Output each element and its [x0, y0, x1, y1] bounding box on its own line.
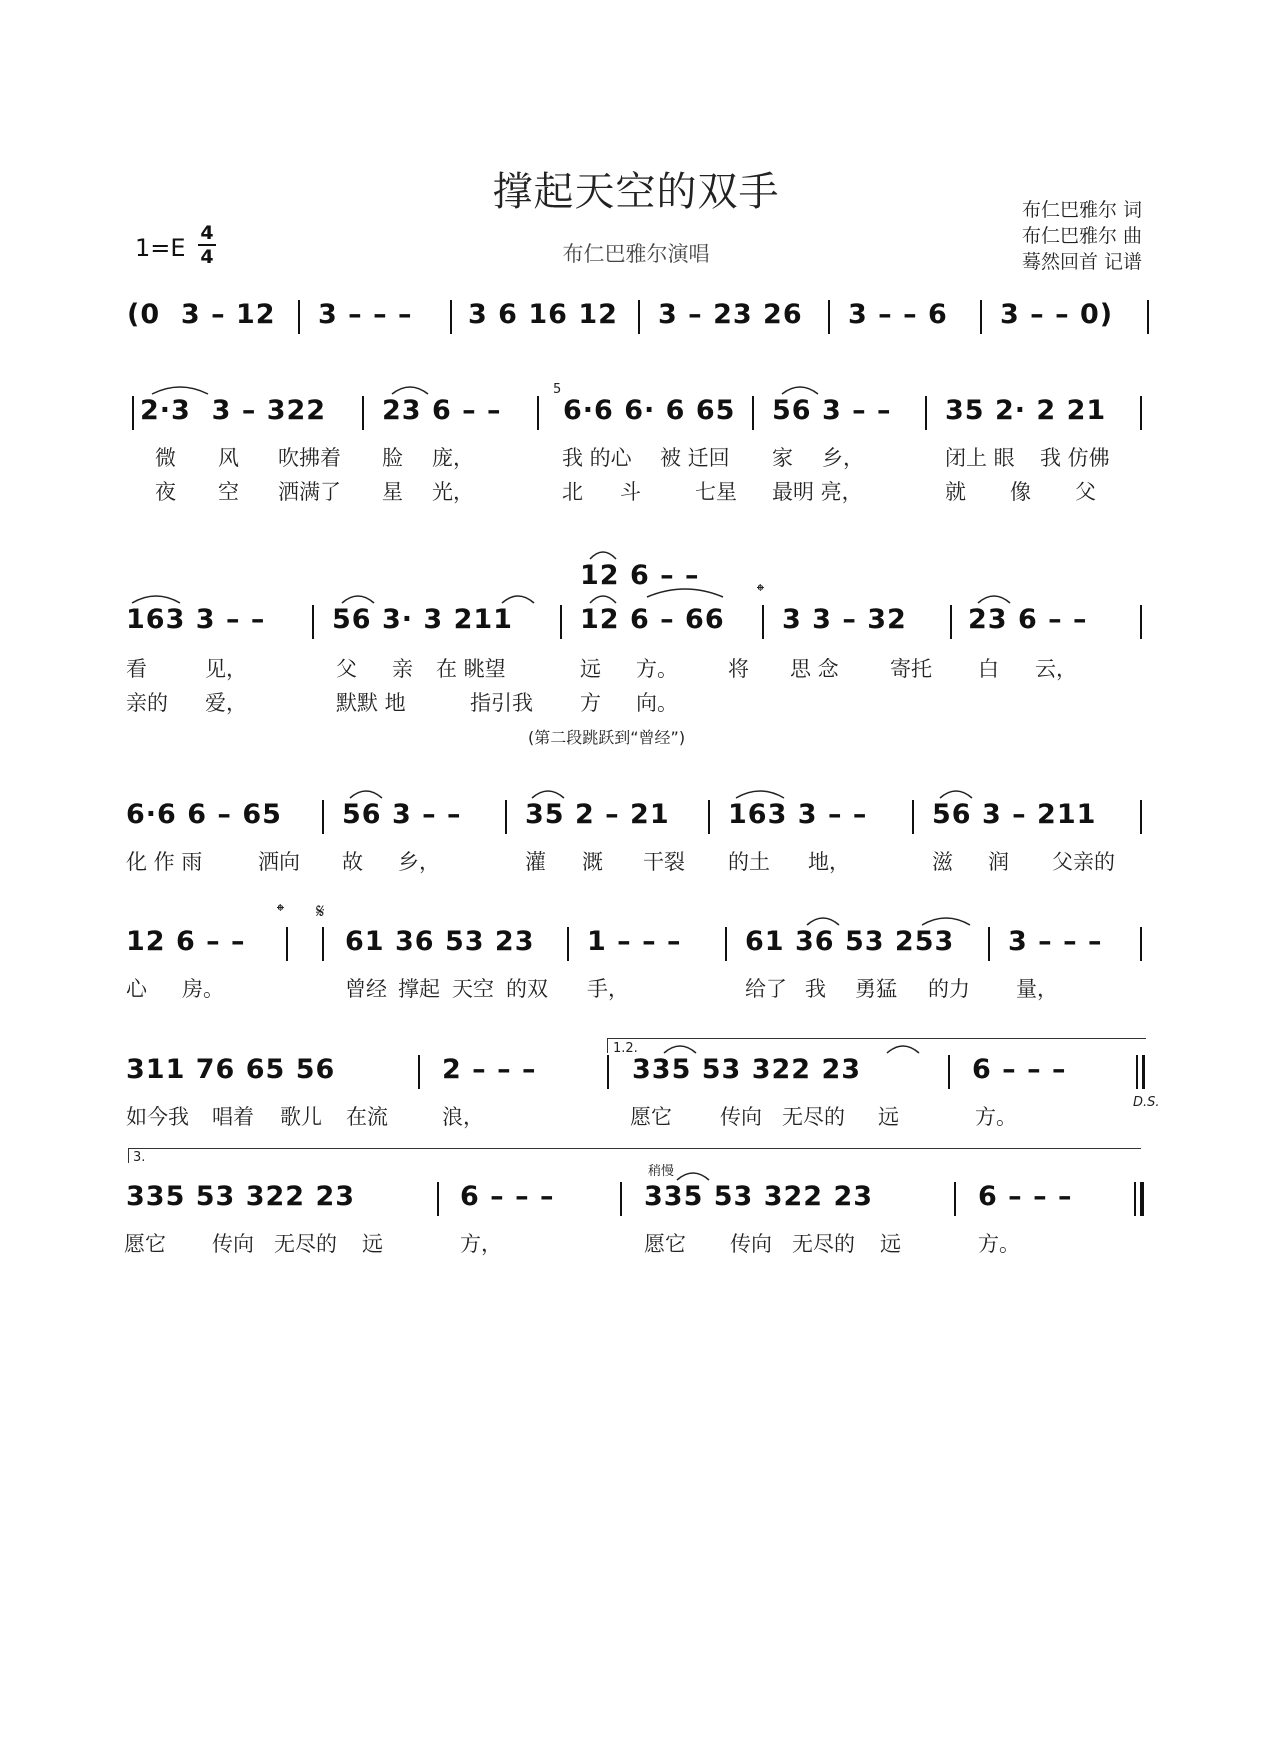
measure: 335 53 322 23: [632, 1054, 862, 1085]
barline: [912, 800, 914, 834]
barline: [954, 1182, 956, 1216]
measure: 311 76 65 56: [126, 1054, 336, 1085]
coda-sign: 𝄌: [277, 899, 284, 923]
lyric: 云，: [1035, 657, 1077, 681]
tempo-marking: 稍慢: [648, 1164, 675, 1179]
lyric: 乡，: [398, 850, 440, 874]
system-3: [0, 800, 1272, 920]
lyric: 像: [1010, 480, 1031, 504]
lyric: 的力: [928, 977, 970, 1001]
lyric: 传向: [730, 1232, 772, 1256]
lyric: 的土: [728, 850, 770, 874]
barline: [537, 396, 539, 430]
measure: 56 3· 3 211: [332, 604, 513, 635]
repeat-end-barline: [1136, 1055, 1138, 1089]
measure: 56 3 – –: [772, 395, 892, 426]
slur: [938, 786, 974, 800]
barline: [925, 396, 927, 430]
measure: 61 36 53 253: [745, 926, 955, 957]
measure: 23 6 – –: [382, 395, 502, 426]
system-4: [0, 899, 1272, 1047]
lyric: 亲的: [126, 691, 168, 715]
system-2: [0, 560, 1272, 747]
barline: [638, 300, 640, 334]
measure: 6 – – –: [972, 1054, 1067, 1085]
slur: [530, 786, 566, 800]
lyric: 我 的心: [562, 446, 632, 470]
lyric: 被 迁回: [660, 446, 730, 470]
measure: 335 53 322 23: [126, 1181, 356, 1212]
grace-note: 5: [553, 382, 562, 397]
credits: [1022, 197, 1142, 275]
lyric: 愿它: [124, 1232, 166, 1256]
lyric: 向。: [636, 691, 678, 715]
slur: [588, 547, 618, 561]
volta-label: 1.2.: [613, 1041, 638, 1056]
performer-line: 布仁巴雅尔演唱: [562, 242, 710, 266]
lyric: 就: [945, 480, 966, 504]
measure: 6 – – –: [978, 1181, 1073, 1212]
barline: [298, 300, 300, 334]
lyric: 默默 地: [336, 691, 406, 715]
lyric: 星: [382, 480, 403, 504]
time-signature-bottom: 4: [200, 246, 214, 268]
barline: [362, 396, 364, 430]
lyric: 爱，: [205, 691, 247, 715]
barline: [450, 300, 452, 334]
lyric: 最明 亮，: [772, 480, 863, 504]
lyric: 愿它: [630, 1105, 672, 1129]
final-barline: [1140, 1182, 1144, 1216]
barline: [322, 927, 324, 961]
lyric: 的双: [506, 977, 548, 1001]
intro-measure-1: (0 3 – 12: [127, 299, 276, 330]
lyric: 我: [805, 977, 826, 1001]
lyric: 传向: [212, 1232, 254, 1256]
barline: [1140, 605, 1142, 639]
barline: [322, 800, 324, 834]
lyric: 溉: [582, 850, 603, 874]
slur: [805, 913, 841, 927]
lyric: 远: [362, 1232, 383, 1256]
barline: [950, 605, 952, 639]
lyric: 无尽的: [782, 1105, 845, 1129]
measure: 12 6 – –: [126, 926, 246, 957]
intro-measure-4: 3 – 23 26: [658, 299, 803, 330]
lyric: 庞，: [432, 446, 474, 470]
intro-measure-3: 3 6 16 12: [468, 299, 618, 330]
lyric: 七星: [695, 480, 737, 504]
barline: [1140, 800, 1142, 834]
repeat-start-barline: [132, 396, 134, 430]
barline: [1140, 396, 1142, 430]
intro-measure-5: 3 – – 6: [848, 299, 948, 330]
intro-measure-2: 3 – – –: [318, 299, 413, 330]
lyric: 房。: [182, 977, 224, 1001]
lyric: 方。: [636, 657, 678, 681]
lyric: 滋: [932, 850, 953, 874]
barline: [752, 396, 754, 430]
lyric: 地，: [808, 850, 850, 874]
measure: 56 3 – –: [342, 799, 462, 830]
song-title: 撑起天空的双手: [492, 169, 780, 215]
barline: [560, 605, 562, 639]
barline: [708, 800, 710, 834]
lyric: 光，: [432, 480, 474, 504]
lyric: 微: [155, 446, 176, 470]
lyric: 思 念: [790, 657, 839, 681]
lyric: 天空: [452, 977, 494, 1001]
measure: 3 3 – 32: [782, 604, 907, 635]
barline: [505, 800, 507, 834]
barline: [1140, 927, 1142, 961]
measure: 163 3 – –: [728, 799, 868, 830]
barline: [286, 927, 288, 961]
lyric: 夜: [155, 480, 176, 504]
lyric: 乡，: [822, 446, 864, 470]
lyric: 亲: [392, 657, 413, 681]
barline: [607, 1055, 609, 1089]
lyric: 指引我: [470, 691, 533, 715]
time-signature: [195, 222, 219, 268]
lyric: 见，: [205, 657, 247, 681]
slur: [885, 1041, 921, 1055]
repeat-end-barline: [1142, 1055, 1145, 1089]
lyric: 撑起: [398, 977, 440, 1001]
measure: 2 – – –: [442, 1054, 537, 1085]
measure: 1 – – –: [587, 926, 682, 957]
lyric: 灌: [525, 850, 546, 874]
measure: 56 3 – 211: [932, 799, 1097, 830]
lyric: 传向: [720, 1105, 762, 1129]
lyric: 白: [978, 657, 999, 681]
ds-marking: D.S.: [1133, 1095, 1160, 1110]
lyric: 方，: [460, 1232, 502, 1256]
jump-instruction: (第二段跳跃到“曾经”): [528, 728, 686, 747]
system-6: [0, 1150, 1272, 1302]
measure: 61 36 53 23: [345, 926, 535, 957]
lyric: 我 仿佛: [1040, 446, 1110, 470]
measure: 3 – – –: [1008, 926, 1103, 957]
lyric: 化 作 雨: [126, 850, 203, 874]
lyric: 空: [218, 480, 239, 504]
system-1: [0, 382, 1272, 516]
composer-credit: 布仁巴雅尔 曲: [1021, 225, 1142, 247]
slur: [348, 786, 384, 800]
lyric: 闭上 眼: [945, 446, 1015, 470]
slur: [340, 591, 376, 605]
slur: [500, 591, 536, 605]
segno-sign: 𝄋: [316, 899, 325, 923]
lyric: 手，: [587, 977, 629, 1001]
measure: 23 6 – –: [968, 604, 1088, 635]
barline: [988, 927, 990, 961]
lyric: 勇猛: [855, 977, 897, 1001]
lyric: 在 眺望: [436, 657, 506, 681]
lyric: 曾经: [345, 977, 387, 1001]
lyric: 润: [988, 850, 1009, 874]
lyric: 方: [580, 691, 601, 715]
measure: 6·6 6 – 65: [126, 799, 282, 830]
slur: [675, 1168, 711, 1182]
lyric: 在流: [346, 1105, 388, 1129]
final-barline: [1134, 1182, 1136, 1216]
tie: [645, 585, 725, 599]
barline: [620, 1182, 622, 1216]
lyric: 无尽的: [274, 1232, 337, 1256]
lyric: 脸: [382, 446, 403, 470]
lyricist-credit: 布仁巴雅尔 词: [1021, 199, 1142, 221]
lyric: 方。: [978, 1232, 1020, 1256]
slur: [662, 1041, 698, 1055]
key-signature: 1=E: [135, 234, 186, 262]
barline: [312, 605, 314, 639]
time-signature-top: 4: [200, 222, 214, 244]
lyric: 愿它: [644, 1232, 686, 1256]
lyric: 方。: [975, 1105, 1017, 1129]
slur: [390, 382, 430, 396]
barline: [418, 1055, 420, 1089]
lyric: 唱着: [212, 1105, 254, 1129]
barline: [948, 1055, 950, 1089]
barline: [725, 927, 727, 961]
lyric: 风: [218, 446, 239, 470]
measure: 6 – – –: [460, 1181, 555, 1212]
barline: [980, 300, 982, 334]
lyric: 看: [126, 657, 147, 681]
slur: [588, 591, 618, 605]
volta-bracket: [128, 1148, 1141, 1163]
lyric: 将: [728, 657, 749, 681]
volta-label: 3.: [133, 1150, 146, 1165]
lyric: 心: [126, 977, 147, 1001]
lyric: 寄托: [890, 657, 932, 681]
lyric: 父: [336, 657, 357, 681]
slur: [734, 786, 786, 800]
lyric: 吹拂着: [278, 446, 341, 470]
measure: 2·3 3 – 322: [140, 395, 327, 426]
barline: [1147, 300, 1149, 334]
lyric: 浪，: [442, 1105, 484, 1129]
alternate-measure: 12 6 – –: [580, 560, 700, 591]
lyric: 父亲的: [1052, 850, 1115, 874]
measure: 163 3 – –: [126, 604, 266, 635]
lyric: 斗: [620, 480, 641, 504]
slur: [976, 591, 1012, 605]
lyric: 故: [342, 850, 363, 874]
lyric: 洒满了: [278, 480, 341, 504]
measure: 35 2 – 21: [525, 799, 670, 830]
barline: [437, 1182, 439, 1216]
barline: [828, 300, 830, 334]
intro-measure-6: 3 – – 0): [1000, 299, 1114, 330]
measure: 6·6 6· 6 65: [563, 395, 736, 426]
slur: [920, 913, 972, 927]
lyric: 家: [772, 446, 793, 470]
lyric: 无尽的: [792, 1232, 855, 1256]
barline: [567, 927, 569, 961]
lyric: 干裂: [643, 850, 685, 874]
barline: [762, 605, 764, 639]
lyric: 远: [878, 1105, 899, 1129]
lyric: 洒向: [258, 850, 300, 874]
lyric: 远: [880, 1232, 901, 1256]
lyric: 父: [1075, 480, 1096, 504]
coda-sign: 𝄌: [757, 579, 764, 603]
transcriber-credit: 蓦然回首 记谱: [1021, 251, 1142, 273]
lyric: 给了: [745, 977, 787, 1001]
lyric: 远: [580, 657, 601, 681]
lyric: 歌儿: [280, 1105, 322, 1129]
measure: 35 2· 2 21: [945, 395, 1107, 426]
slur: [130, 591, 182, 605]
lyric: 如今我: [126, 1105, 189, 1129]
lyric: 量，: [1016, 977, 1058, 1001]
slur: [780, 382, 820, 396]
slur: [150, 382, 210, 396]
measure: 335 53 322 23: [644, 1181, 874, 1212]
lyric: 北: [562, 480, 583, 504]
measure: 12 6 – 66: [580, 604, 725, 635]
